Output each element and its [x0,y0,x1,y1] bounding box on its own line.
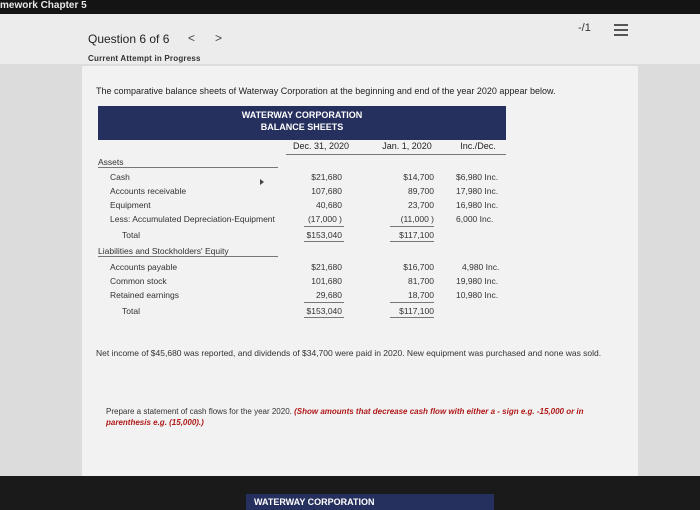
row-ar-label: Accounts receivable [110,186,187,196]
score-display: -/1 [578,22,591,34]
sheet-title: BALANCE SHEETS [260,122,344,132]
row-re-inc: 10,980 Inc. [456,290,499,300]
col-inc-header: Inc./Dec. [460,141,496,151]
cash-flow-statement-header: WATERWAY CORPORATION [246,494,494,510]
row-equip-dec: 40,680 [316,200,342,210]
liab-total-line-dec [304,302,344,303]
row-cash-label: Cash [110,172,130,182]
row-ar-dec: 107,680 [311,186,342,196]
col-dec-header: Dec. 31, 2020 [292,141,350,151]
row-total-liab-label: Total [122,306,140,316]
question-header [0,14,700,64]
row-accdep-dec: (17,000 ) [307,214,342,224]
bullet-marker [260,179,264,185]
menu-icon[interactable] [614,24,628,36]
row-cs-dec: 101,680 [311,276,342,286]
total-line-jan [390,226,434,227]
question-number: Question 6 of 6 [88,32,170,46]
row-total-assets-label: Total [122,230,140,240]
row-cs-jan: 81,700 [408,276,434,286]
row-equip-inc: 16,980 Inc. [456,200,499,210]
double-line-jan [390,241,434,242]
row-accdep-label: Less: Accumulated Depreciation-Equipment [110,214,275,224]
company-name: WATERWAY CORPORATION [241,110,363,120]
row-accdep-inc: 6,000 Inc. [456,214,494,224]
col-jan-header: Jan. 1, 2020 [382,141,432,151]
intro-text: The comparative balance sheets of Waterway Corporation at the beginning and end of the year 2020 appear below. [96,86,556,96]
liab-double-line-jan [390,317,434,318]
row-equip-jan: 23,700 [408,200,434,210]
liab-underline [98,256,278,257]
liab-total-line-jan [390,302,434,303]
row-total-liab-dec: $153,040 [306,306,342,316]
row-cash-inc: $6,980 Inc. [456,172,499,182]
row-ar-jan: 89,700 [408,186,434,196]
total-line-dec [304,226,344,227]
row-ap-dec: $21,680 [311,262,342,272]
row-equip-label: Equipment [110,200,151,210]
window-title: mework Chapter 5 [0,0,87,11]
row-total-assets-jan: $117,100 [399,230,434,240]
row-ap-inc: 4,980 Inc. [462,262,500,272]
row-total-liab-jan: $117,100 [399,306,434,316]
row-re-jan: 18,700 [408,290,434,300]
row-ap-jan: $16,700 [403,262,434,272]
row-total-assets-dec: $153,040 [306,230,342,240]
question-card [82,66,638,507]
note-text: Net income of $45,680 was reported, and dividends of $34,700 were paid in 2020. New equipment was purchased and none was sold. [96,348,602,358]
row-re-label: Retained earnings [110,290,179,300]
assets-underline [98,167,278,168]
prepare-instructions [106,406,626,428]
row-cash-dec: $21,680 [311,172,342,182]
row-ar-inc: 17,980 Inc. [456,186,499,196]
row-cs-inc: 19,980 Inc. [456,276,499,286]
prepare-sign-instruction: (Show amounts that decrease cash flow with either a - sign e.g. -15,000 or in parenthesis e.g. (15,000).) [106,407,584,427]
double-line-dec [304,241,344,242]
attempt-status: Current Attempt in Progress [88,54,201,63]
next-question-button[interactable]: > [215,31,223,45]
liab-double-line-dec [304,317,344,318]
prev-question-button[interactable]: < [188,31,196,45]
row-cs-label: Common stock [110,276,167,286]
row-accdep-jan: (11,000 ) [400,214,434,224]
row-ap-label: Accounts payable [110,262,178,272]
assets-label: Assets [98,157,124,167]
window-titlebar [0,0,700,14]
row-cash-jan: $14,700 [403,172,434,182]
balance-sheet-header [98,106,506,140]
row-re-dec: 29,680 [316,290,342,300]
liab-label: Liabilities and Stockholders' Equity [98,246,229,256]
header-underline [286,154,506,155]
page [0,14,700,507]
prepare-text: Prepare a statement of cash flows for the year 2020. [106,407,292,416]
